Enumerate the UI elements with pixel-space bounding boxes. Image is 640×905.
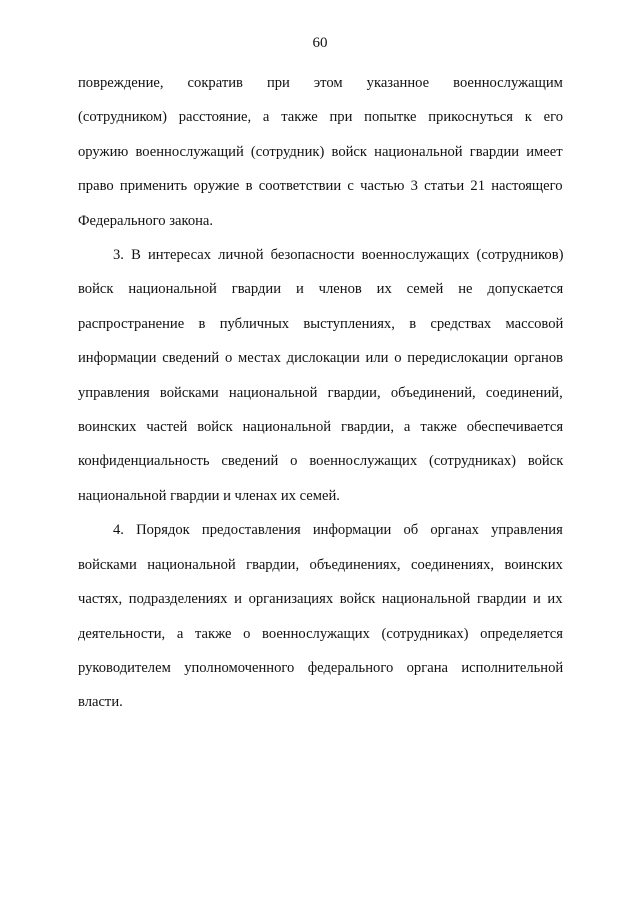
text-line: деятельности, а также о военнослужащих (сотрудниках) определяется	[78, 625, 563, 642]
text-line: информации сведений о местах дислокации или о передислокации органов	[78, 350, 564, 367]
paragraph-1	[78, 66, 563, 238]
text-line: конфиденциальность сведений о военнослужащих (сотрудниках) войск	[78, 453, 564, 470]
text-line: управления войсками национальной гвардии, объединений, соединений,	[78, 384, 563, 401]
page-number: 60	[312, 35, 328, 51]
document-body	[78, 66, 563, 720]
text-line: распространение в публичных выступлениях, в средствах массовой	[78, 315, 564, 332]
text-line: власти.	[78, 694, 123, 711]
text-line: воинских частей войск национальной гвардии, а также обеспечивается	[78, 419, 564, 436]
text-line: руководителем уполномоченного федерального органа исполнительной	[78, 659, 564, 676]
text-line: войсками национальной гвардии, объединениях, соединениях, воинских	[78, 556, 563, 573]
text-line: 3. В интересах личной безопасности военнослужащих (сотрудников)	[113, 247, 564, 264]
text-line: повреждение, сократив при этом указанное военнослужащим	[78, 75, 563, 91]
text-line: Федерального закона.	[78, 212, 214, 229]
text-line: оружию военнослужащий (сотрудник) войск национальной гвардии имеет	[78, 143, 563, 160]
text-line: национальной гвардии и членах их семей.	[78, 487, 340, 504]
text-line: частях, подразделениях и организациях войск национальной гвардии и их	[78, 591, 563, 608]
paragraph-2	[78, 238, 563, 513]
text-line: (сотрудником) расстояние, а также при попытке прикоснуться к его	[78, 109, 564, 126]
text-line: право применить оружие в соответствии с частью 3 статьи 21 настоящего	[78, 178, 563, 195]
paragraph-3	[78, 513, 563, 719]
text-line: войск национальной гвардии и членов их семей не допускается	[78, 281, 564, 298]
text-line: 4. Порядок предоставления информации об органах управления	[113, 522, 563, 539]
